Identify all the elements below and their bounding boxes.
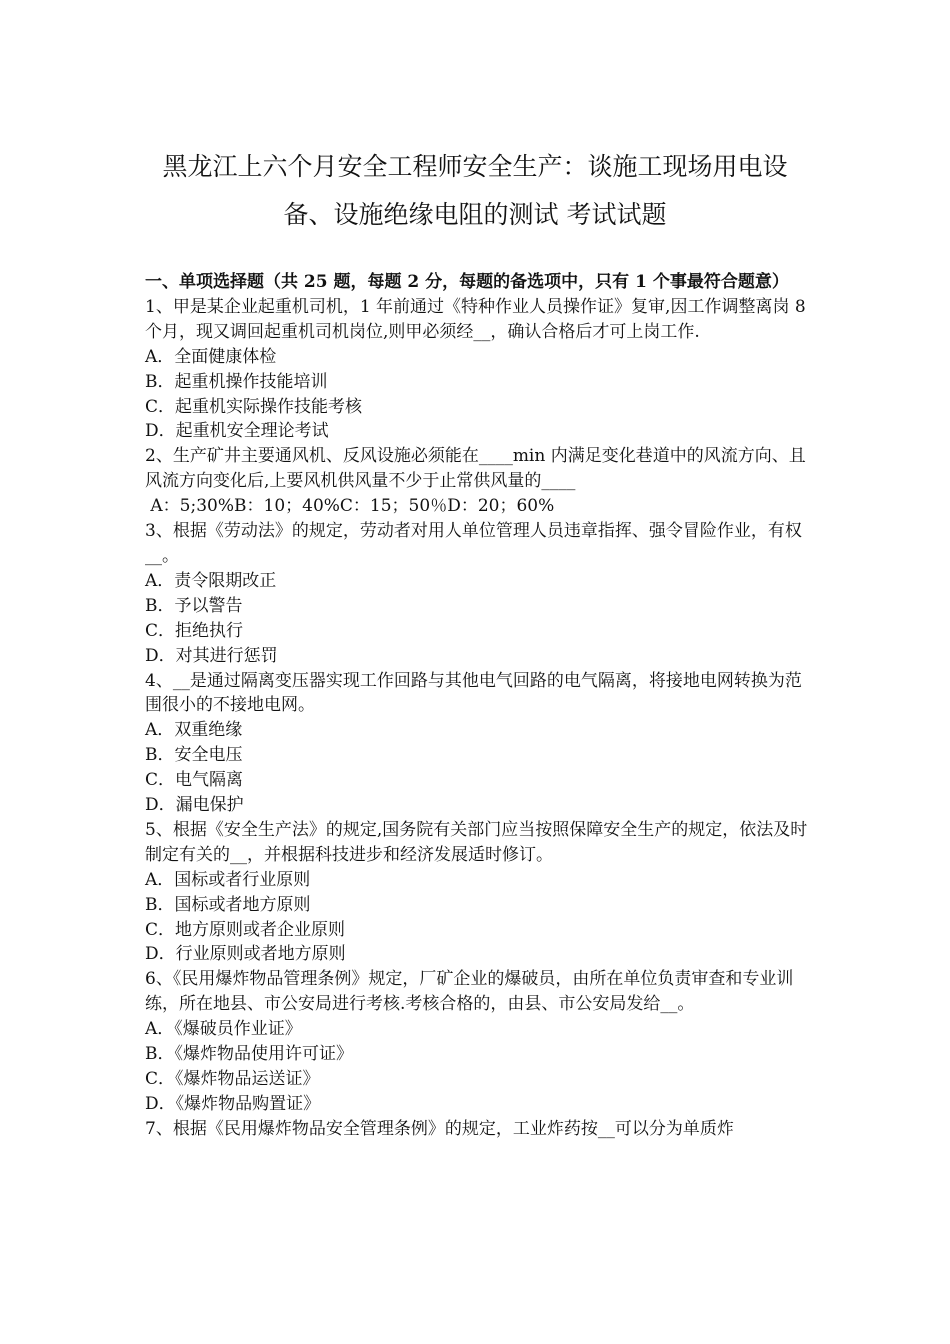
option-c: C．《爆炸物品运送证》 <box>145 1069 320 1089</box>
option-c: C．起重机实际操作技能考核 <box>145 396 363 417</box>
question-stem: 2、生产矿井主要通风机、反风设施必须能在____min 内满足变化巷道中的风流方向、且风流方向变化后,上要风机供风量不少于止常供风量的____ <box>145 446 806 492</box>
question-stem: 5、根据《安全生产法》的规定,国务院有关部门应当按照保障安全生产的规定，依法及时制定有关的__，并根据科技进步和经济发展适时修订。 <box>145 819 808 865</box>
question-stem: 7、根据《民用爆炸物品安全管理条例》的规定，工业炸药按__可以分为单质炸 <box>145 1118 734 1139</box>
option-line: A：5;30%B：10；40%C：15；50％D：20；60% <box>145 496 555 517</box>
option-d: D．行业原则或者地方原则 <box>145 944 346 965</box>
option-a: A．《爆破员作业证》 <box>145 1019 302 1040</box>
title-line-2: 备、设施绝缘电阻的测试 考试试题 <box>283 200 667 229</box>
option-b: B．《爆炸物品使用许可证》 <box>145 1044 353 1065</box>
question-stem: 3、根据《劳动法》的规定，劳动者对用人单位管理人员违章指挥、强令冒险作业，有权__。 <box>145 521 802 566</box>
option-b: B．国标或者地方原则 <box>145 894 311 915</box>
option-d: D．起重机安全理论考试 <box>145 421 329 442</box>
option-d: D．《爆炸物品购置证》 <box>145 1093 321 1114</box>
question-1 <box>145 295 817 444</box>
section-heading: 一、单项选择题（共 25 题，每题 2 分，每题的备选项中，只有 1 个事最符合题意） <box>145 272 789 292</box>
option-d: D．漏电保护 <box>145 795 244 816</box>
document-title <box>120 143 830 239</box>
option-a: A．国标或者行业原则 <box>145 869 311 890</box>
document-body <box>145 270 817 1142</box>
option-a: A．全面健康体检 <box>145 346 277 367</box>
question-5 <box>145 818 817 967</box>
option-a: A．双重绝缘 <box>145 720 243 741</box>
option-c: C．拒绝执行 <box>145 620 244 641</box>
option-c: C．电气隔离 <box>145 770 244 791</box>
question-stem: 1、甲是某企业起重机司机，1 年前通过《特种作业人员操作证》复审,因工作调整离岗 8 个月，现又调回起重机司机岗位,则甲必须经__，确认合格后才可上岗工作. <box>145 296 806 342</box>
option-d: D．对其进行惩罚 <box>145 645 278 666</box>
option-b: B．起重机操作技能培训 <box>145 371 328 392</box>
question-stem: 4、__是通过隔离变压器实现工作回路与其他电气回路的电气隔离，将接地电网转换为范围很小的不接地电网。 <box>145 670 802 716</box>
option-a: A．责令限期改正 <box>145 570 277 591</box>
question-6 <box>145 967 817 1116</box>
question-7 <box>145 1117 817 1142</box>
option-b: B．予以警告 <box>145 595 243 616</box>
question-4 <box>145 669 817 818</box>
question-2 <box>145 444 817 519</box>
question-stem: 6、《民用爆炸物品管理条例》规定，厂矿企业的爆破员，由所在单位负责审查和专业训练，所在地县、市公安局进行考核.考核合格的，由县、市公安局发给__。 <box>145 969 794 1015</box>
question-3 <box>145 519 817 668</box>
option-c: C．地方原则或者企业原则 <box>145 919 346 940</box>
title-line-1: 黑龙江上六个月安全工程师安全生产：谈施工现场用电设 <box>162 152 788 181</box>
option-b: B．安全电压 <box>145 745 243 766</box>
